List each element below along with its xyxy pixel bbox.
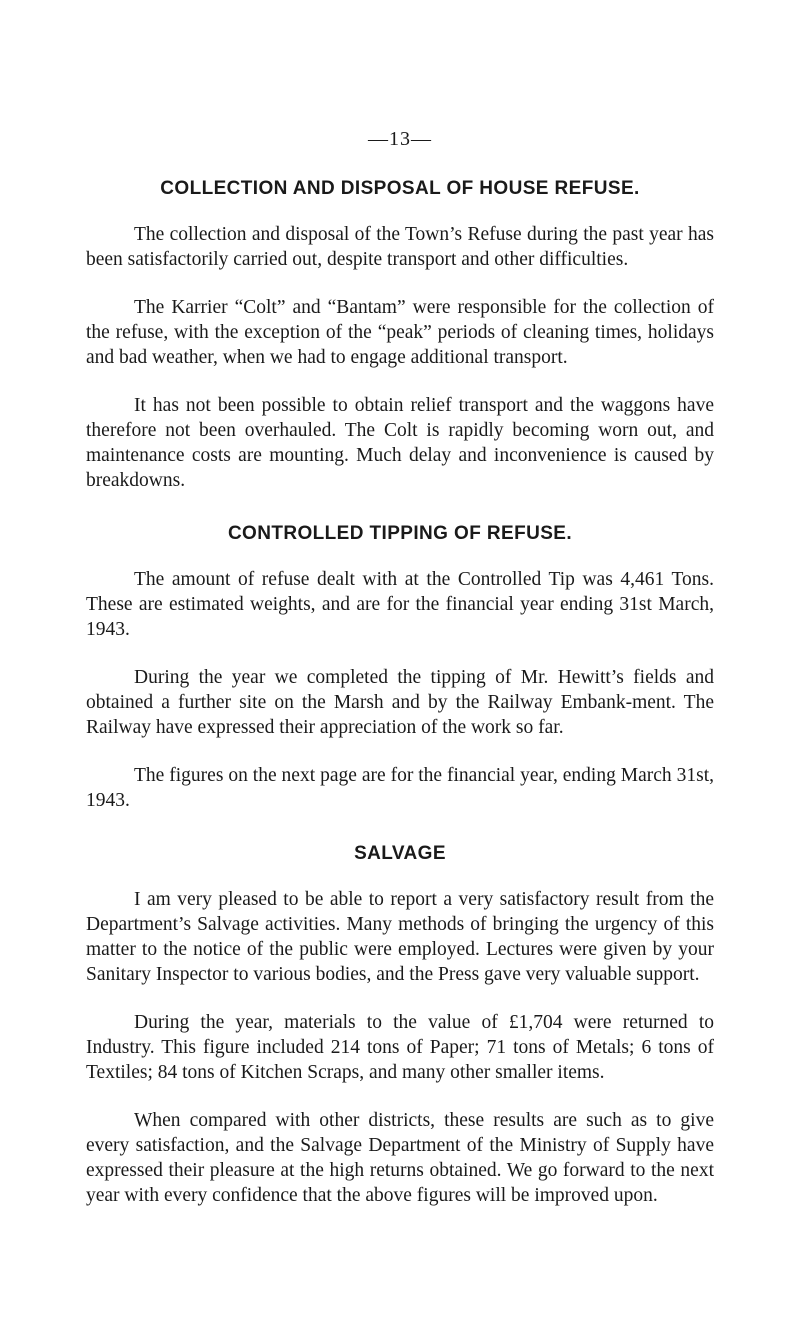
section-collection	[86, 178, 714, 493]
paragraph: The Karrier “Colt” and “Bantam” were responsible for the collection of the refuse, with the exception of the “peak” periods of cleaning times, holidays and bad weather, when we had to engage additional transport.	[86, 297, 714, 368]
paragraph: When compared with other districts, these results are such as to give every satisfaction, and the Salvage Department of the Ministry of Supply have expressed their pleasure at the high returns obtained. We go forward to the next year with every confidence that the above figures will be improved upon.	[86, 1110, 714, 1206]
paragraph: The amount of refuse dealt with at the Controlled Tip was 4,461 Tons. These are estimated weights, and are for the financial year ending 31st March, 1943.	[86, 569, 714, 640]
paragraph: I am very pleased to be able to report a very satisfactory result from the Department’s Salvage activities. Many methods of bringing the urgency of this matter to the notice of the public were employed. Lectures were given by your Sanitary Inspector to various bodies, and the Press gave very valuable support.	[86, 889, 714, 985]
section-heading-collection: COLLECTION AND DISPOSAL OF HOUSE REFUSE.	[160, 178, 640, 199]
section-salvage	[86, 843, 714, 1208]
section-heading-salvage: SALVAGE	[354, 843, 446, 864]
paragraph: The collection and disposal of the Town’s Refuse during the past year has been satisfactorily carried out, despite transport and other difficulties.	[86, 224, 714, 270]
paragraph: It has not been possible to obtain relief transport and the waggons have therefore not been overhauled. The Colt is rapidly becoming worn out, and maintenance costs are mounting. Much delay and inconvenience is caused by breakdowns.	[86, 395, 714, 491]
paragraph: During the year we completed the tipping of Mr. Hewitt’s fields and obtained a further site on the Marsh and by the Railway Embank-ment. The Railway have expressed their appreciation of the work so far.	[86, 667, 714, 738]
page-number: —13—	[368, 128, 432, 150]
section-heading-controlled-tipping: CONTROLLED TIPPING OF REFUSE.	[227, 523, 573, 544]
paragraph: During the year, materials to the value of £1,704 were returned to Industry. This figure included 214 tons of Paper; 71 tons of Metals; 6 tons of Textiles; 84 tons of Kitchen Scraps, and many other smaller items.	[86, 1012, 714, 1083]
paragraph: The figures on the next page are for the financial year, ending March 31st, 1943.	[86, 765, 714, 811]
section-controlled-tipping	[86, 523, 714, 813]
